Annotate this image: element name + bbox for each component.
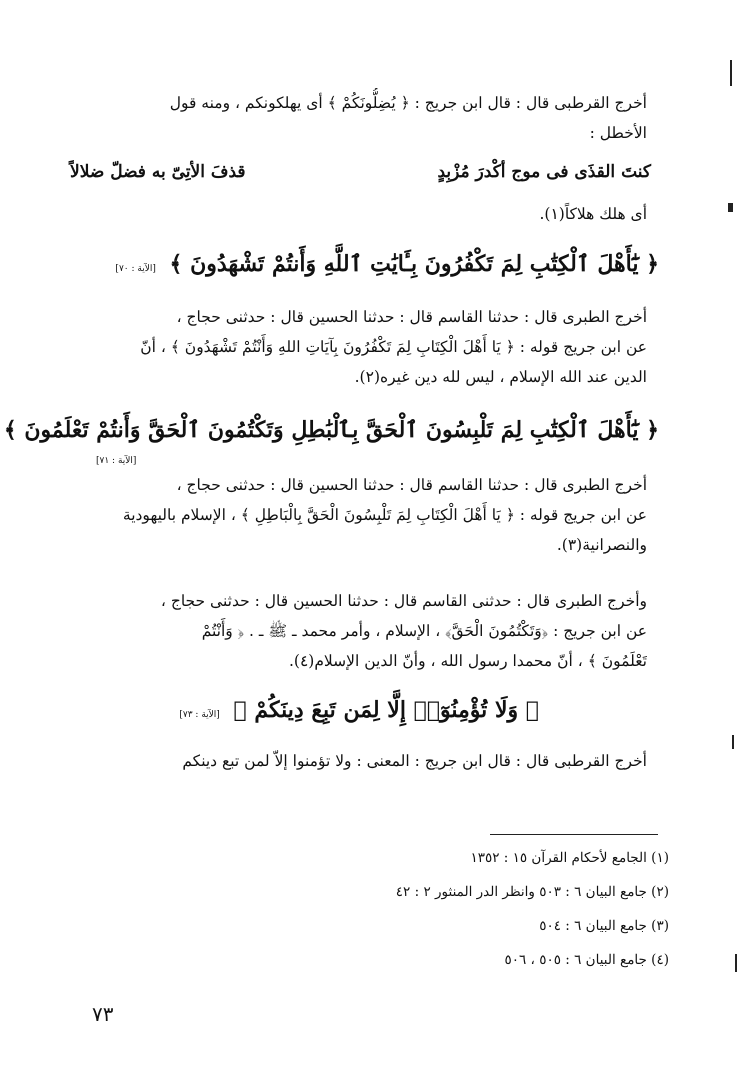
footnote-3: (٣) جامع البيان ٦ : ٥٠٤: [539, 918, 669, 934]
paragraph-1: [66, 88, 647, 148]
scan-mark: [735, 954, 737, 972]
verse-text: ﴿ يَٰٓأَهْلَ ٱلْكِتَٰبِ لِمَ تَلْبِسُونَ ٱلْحَقَّ بِٱلْبَٰطِلِ وَتَكْتُمُونَ ٱلْحَقَّ وَأَنتُمْ تَعْلَمُونَ ﴾: [3, 417, 659, 443]
paragraph-4: [66, 470, 647, 560]
quran-verse-73: [179, 692, 539, 733]
poem-hemistich-right: كنتَ القذَى فى موج أكْدرَ مُزْبِدٍ: [437, 162, 651, 182]
verse-reference: [الآية : ٧٠]: [115, 264, 156, 274]
paragraph-5: [66, 586, 647, 676]
scan-mark: [730, 60, 732, 86]
paragraph-line: أى هلك هلاكاً(١).: [539, 205, 647, 223]
scan-mark: [728, 203, 733, 212]
poem-verse: [70, 162, 651, 182]
paragraph-line: أخرج القرطبى قال : قال ابن جريج : المعنى : ولا تؤمنوا إلاّ لمن تبع دينكم: [182, 752, 647, 770]
paragraph-line: أخرج القرطبى قال : قال ابن جريج : ﴿ يُضِلُّونَكُمْ ﴾ أى يهلكونكم ، ومنه قول: [169, 94, 647, 112]
paragraph-6: [66, 746, 647, 776]
paragraph-line: أخرج الطبرى قال : حدثنا القاسم قال : حدثنا الحسين قال : حدثنى حجاج ،: [176, 476, 647, 494]
paragraph-line: أخرج الطبرى قال : حدثنا القاسم قال : حدثنا الحسين قال : حدثنى حجاج ،: [176, 308, 647, 326]
quran-verse-71: [3, 412, 659, 448]
quran-verse-70: [96, 246, 659, 287]
verse-reference: [الآية : ٧٣]: [179, 710, 220, 720]
paragraph-line: عن ابن جريج قوله : ﴿ يَا أَهْلَ الْكِتَابِ لِمَ تَلْبِسُونَ الْحَقَّ بِالْبَاطِلِ ﴾ ، الإسلام باليهودية: [122, 506, 647, 524]
paragraph-line: تَعْلَمُونَ ﴾ ، أنّ محمدا رسول الله ، وأنّ الدين الإسلام(٤).: [288, 652, 647, 670]
page-number: ٧٣: [92, 1002, 114, 1026]
paragraph-line: عن ابن جريج قوله : ﴿ يَا أَهْلَ الْكِتَابِ لِمَ تَكْفُرُونَ بِآيَاتِ اللهِ وَأَنْتُمْ تَشْهَدُونَ ﴾ ، أنّ: [140, 338, 647, 356]
paragraph-line: والنصرانية(٣).: [556, 536, 647, 554]
poem-hemistich-left: قذفَ الأتِىّ به فضلّ ضلالاً: [70, 162, 246, 182]
footnote-separator: [490, 834, 658, 835]
footnote-2: (٢) جامع البيان ٦ : ٥٠٣ وانظر الدر المنثور ٢ : ٤٢: [395, 884, 669, 900]
paragraph-3: [66, 302, 647, 392]
footnote-4: (٤) جامع البيان ٦ : ٥٠٥ ، ٥٠٦: [504, 952, 669, 968]
verse-reference-71: [الآية : ٧١]: [96, 456, 137, 466]
paragraph-2: [66, 199, 647, 229]
paragraph-line: الأخطل :: [589, 124, 647, 142]
verse-text: ﴿ وَلَا تُؤْمِنُوٓا۟ إِلَّا لِمَن تَبِعَ دِينَكُمْ ﴾: [233, 697, 539, 723]
paragraph-line: الدين عند الله الإسلام ، ليس لله دين غيره(٢).: [354, 368, 647, 386]
paragraph-line: عن ابن جريج : ﴿وَتَكْتُمُونَ الْحَقَّ﴾ ، الإسلام ، وأمر محمد ـ ﷺ ـ . ﴿ وَأَنْتُمْ: [201, 622, 647, 640]
paragraph-line: وأخرج الطبرى قال : حدثنى القاسم قال : حدثنا الحسين قال : حدثنى حجاج ،: [160, 592, 647, 610]
verse-text: ﴿ يَٰٓأَهْلَ ٱلْكِتَٰبِ لِمَ تَكْفُرُونَ بِـَٔايَٰتِ ٱللَّهِ وَأَنتُمْ تَشْهَدُونَ ﴾: [169, 251, 659, 277]
scan-mark: [732, 735, 734, 749]
footnote-1: (١) الجامع لأحكام القرآن ١٥ : ١٣٥٢: [470, 850, 669, 866]
